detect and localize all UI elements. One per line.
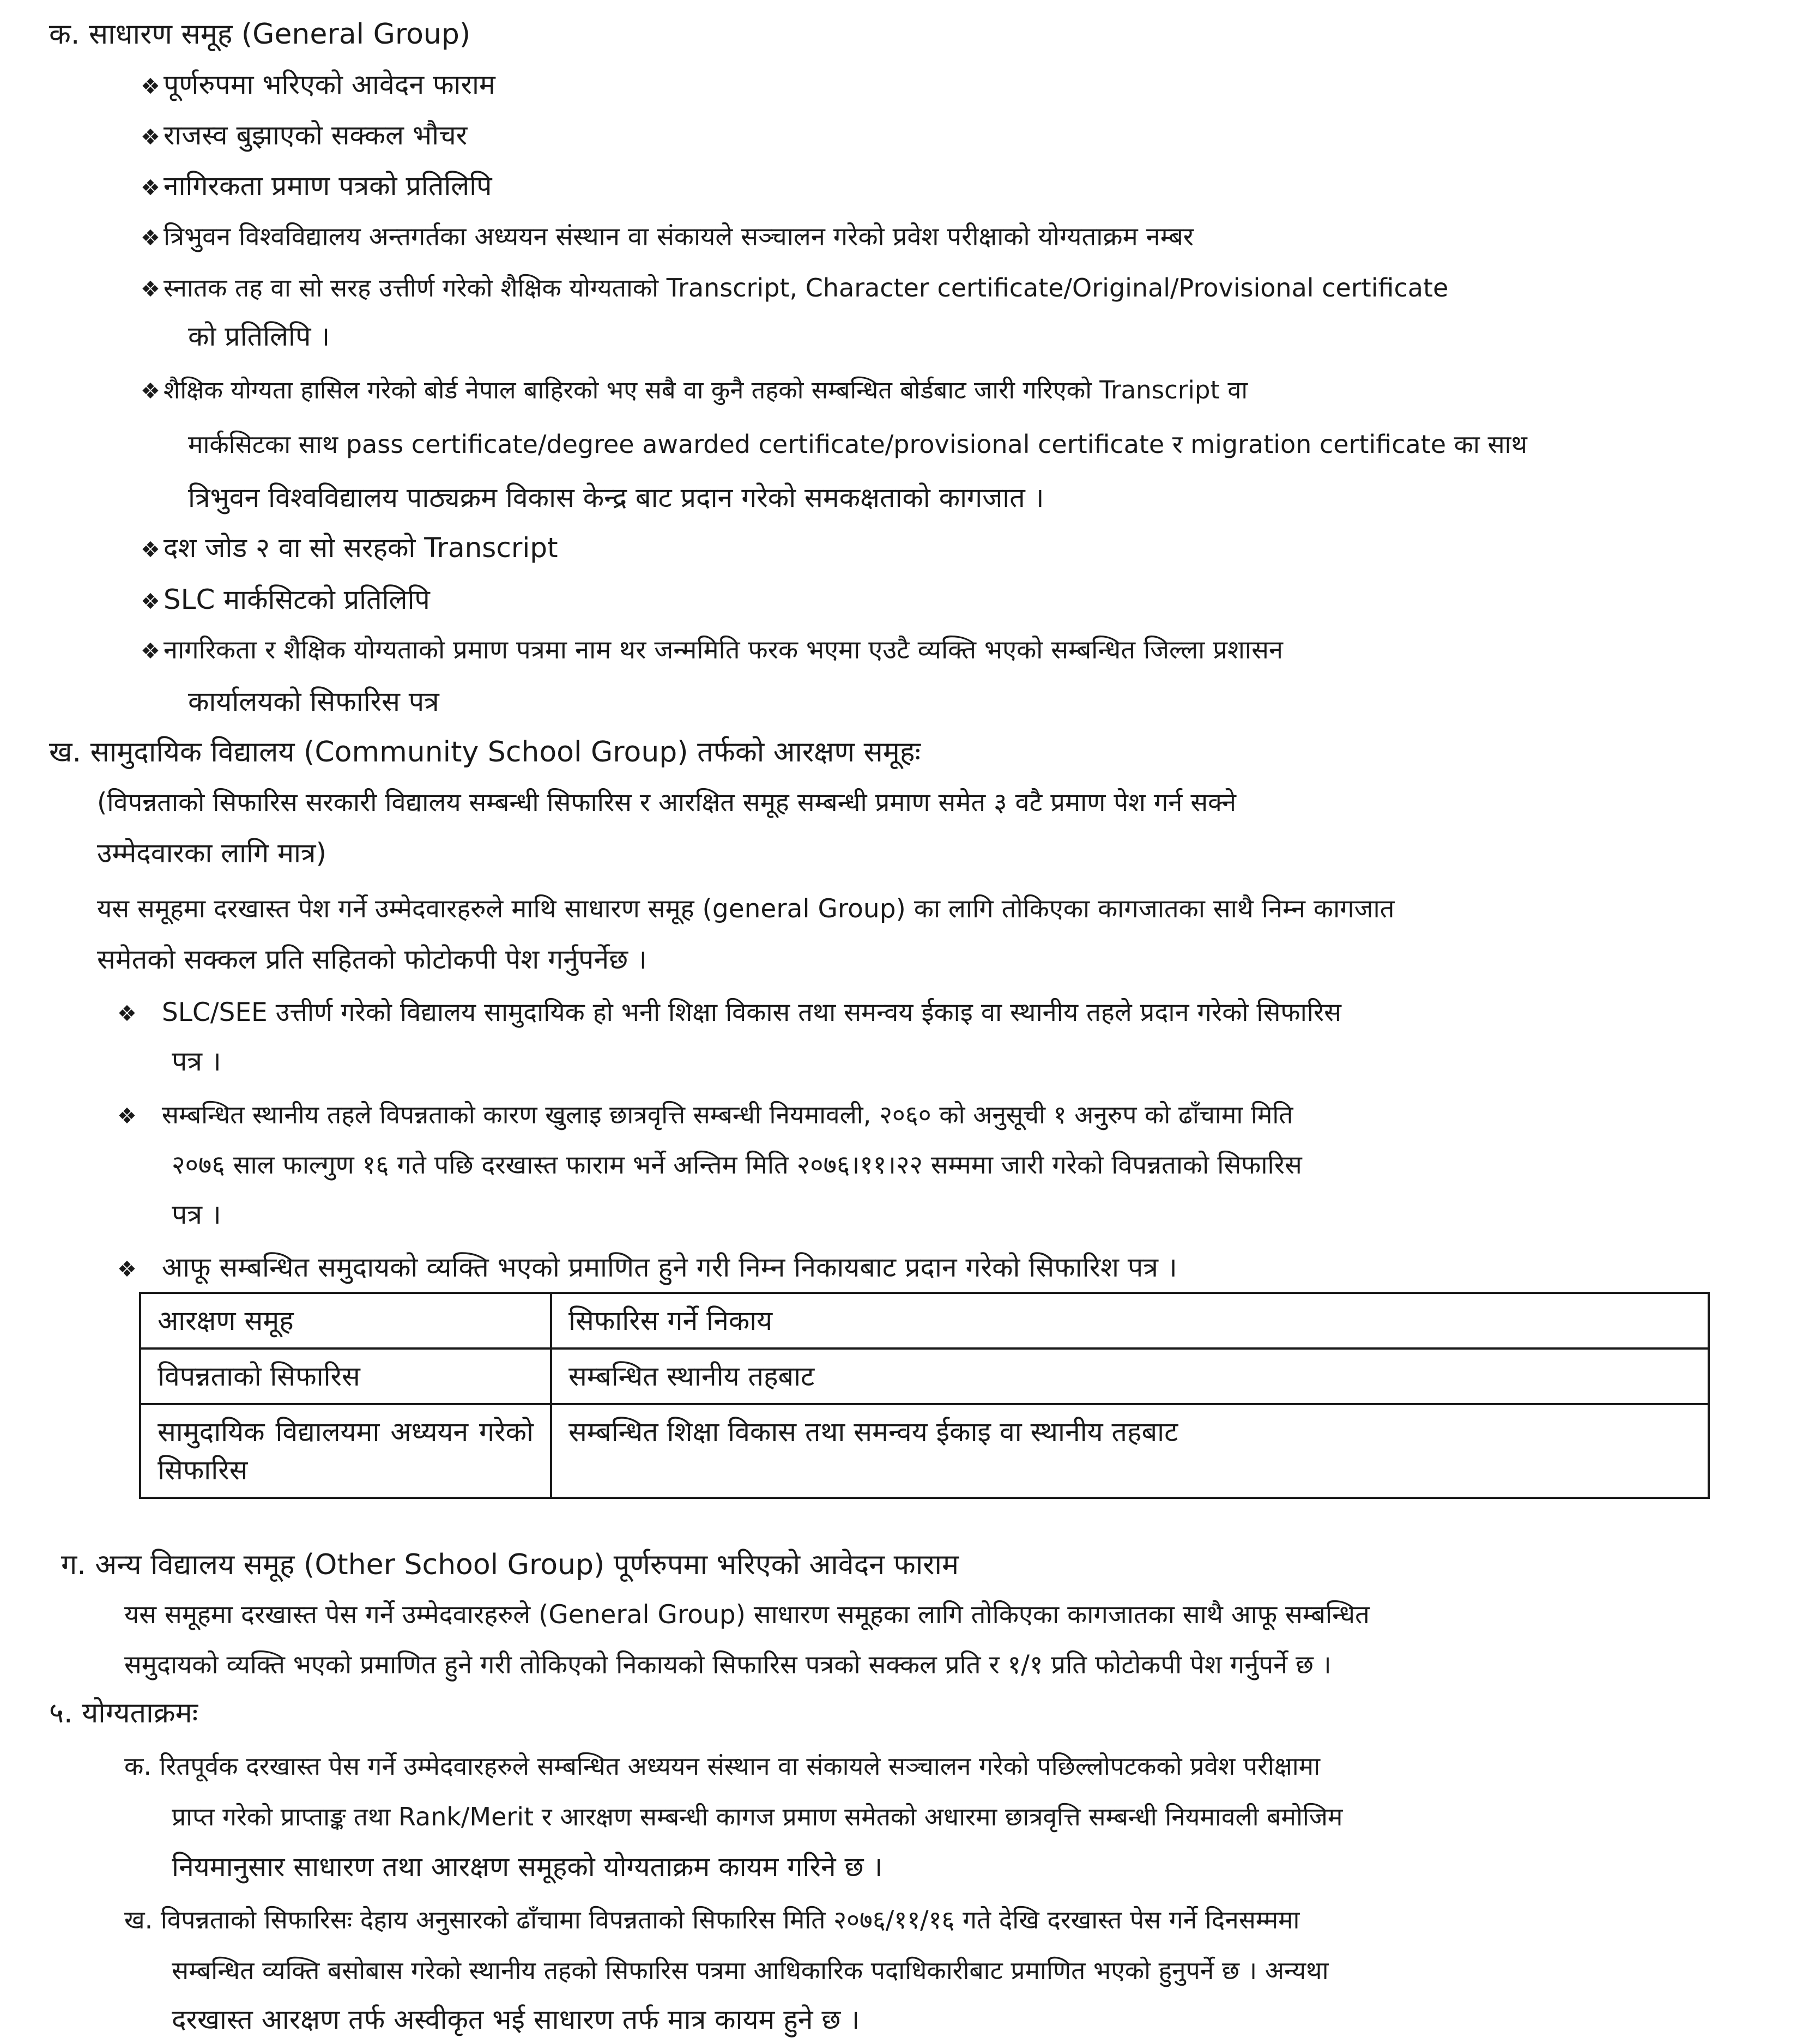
- list-item: [141, 631, 1283, 670]
- bullet-icon: ❖: [141, 74, 160, 99]
- list-item: [117, 1096, 1293, 1135]
- section-5-item-kha-cont: सम्बन्धित व्यक्ति बसोबास गरेको स्थानीय तहको सिफारिस पत्रमा आधिकारिक पदाधिकारीबाट प्रमाणित भएको हुनुपर्ने छ । अन्यथा: [172, 1956, 1329, 1985]
- list-item-text: राजस्व बुझाएको सक्कल भौचर: [163, 119, 468, 151]
- list-item-text: नागिरकता प्रमाण पत्रको प्रतिलिपि: [163, 170, 492, 202]
- bullet-icon: ❖: [141, 589, 160, 614]
- list-item: [141, 529, 558, 569]
- table-row: [140, 1348, 1709, 1404]
- section-ga-paragraph: यस समूहमा दरखास्त पेस गर्ने उम्मेदवारहरुले (General Group) साधारण समूहका लागि तोकिएका कागजातका साथै आफू सम्बन्धित: [124, 1600, 1370, 1630]
- table-cell: सम्बन्धित शिक्षा विकास तथा समन्वय ईकाइ वा स्थानीय तहबाट: [551, 1404, 1709, 1498]
- list-item-continuation: त्रिभुवन विश्वविद्यालय पाठ्यक्रम विकास केन्द्र बाट प्रदान गरेको समकक्षताको कागजात ।: [188, 482, 1044, 513]
- list-item-text: त्रिभुवन विश्वविद्यालय अन्तगर्तका अध्ययन संस्थान वा संकायले सञ्चालन गरेको प्रवेश परीक्षाको योग्यताक्रम नम्बर: [163, 222, 1194, 252]
- table-header-cell: सिफारिस गर्ने निकाय: [551, 1293, 1709, 1348]
- list-item-text: पूर्णरुपमा भरिएको आवेदन फाराम: [163, 69, 495, 100]
- list-item-continuation: पत्र ।: [172, 1199, 221, 1230]
- bullet-icon: ❖: [141, 537, 160, 563]
- bullet-icon: ❖: [141, 379, 160, 404]
- section-5-heading: ५. योग्यताक्रमः: [49, 1697, 198, 1729]
- list-item-text: सम्बन्धित स्थानीय तहले विपन्नताको कारण खुलाइ छात्रवृत्ति सम्बन्धी नियमावली, २०६० को अनुसूची १ अनुरुप को ढाँचामा मिति: [161, 1100, 1293, 1129]
- section-5-item-kha: ख. विपन्नताको सिफारिसः देहाय अनुसारको ढाँचामा विपन्नताको सिफारिस मिति २०७६/११/१६ गते देखि दरखास्त पेस गर्ने दिनसम्ममा: [124, 1905, 1300, 1934]
- section-ga-paragraph: समुदायको व्यक्ति भएको प्रमाणित हुने गरी तोकिएको निकायको सिफारिस पत्रको सक्कल प्रति र १/१ प्रति फोटोकपी पेश गर्नुपर्ने छ ।: [124, 1650, 1332, 1680]
- bullet-icon: ❖: [117, 1001, 137, 1026]
- bullet-icon: ❖: [141, 277, 160, 302]
- list-item: [141, 371, 1248, 410]
- list-item-text: नागरिकता र शैक्षिक योग्यताको प्रमाण पत्रमा नाम थर जन्ममिति फरक भएमा एउटै व्यक्ति भएको सम्बन्धित जिल्ला प्रशासन: [163, 635, 1283, 665]
- list-item: [141, 167, 492, 207]
- section-ga-heading: ग. अन्य विद्यालय समूह (Other School Group) पूर्णरुपमा भरिएको आवेदन फाराम: [61, 1549, 959, 1581]
- section-5-item-ka-cont: प्राप्त गरेको प्राप्ताङ्क तथा Rank/Merit र आरक्षण सम्बन्धी कागज प्रमाण समेतको अधारमा छात्रवृत्ति सम्बन्धी नियमावली बमोजिम: [172, 1802, 1343, 1831]
- list-item-text: स्नातक तह वा सो सरह उत्तीर्ण गरेको शैक्षिक योग्यताको Transcript, Character certificate/Original/Provisional certificate: [163, 273, 1449, 303]
- list-item-continuation: मार्कसिटका साथ pass certificate/degree awarded certificate/provisional certificate र migration certificate का साथ: [188, 430, 1527, 459]
- list-item-continuation: को प्रतिलिपि ।: [188, 320, 330, 352]
- section-5-item-ka-cont: नियमानुसार साधारण तथा आरक्षण समूहको योग्यताक्रम कायम गरिने छ ।: [172, 1851, 883, 1883]
- section-kha-note: उम्मेदवारका लागि मात्र): [97, 837, 327, 869]
- bullet-icon: ❖: [141, 125, 160, 150]
- section-kha-paragraph: समेतको सक्कल प्रति सहितको फोटोकपी पेश गर्नुपर्नेछ ।: [97, 944, 648, 975]
- bullet-icon: ❖: [141, 176, 160, 201]
- list-item-text: आफू सम्बन्धित समुदायको व्यक्ति भएको प्रमाणित हुने गरी निम्न निकायबाट प्रदान गरेको सिफारिश पत्र ।: [161, 1251, 1177, 1283]
- table-cell: सामुदायिक विद्यालयमा अध्ययन गरेको सिफारिस: [140, 1404, 551, 1498]
- list-item: [141, 218, 1194, 257]
- list-item: [141, 269, 1448, 309]
- table-cell: सम्बन्धित स्थानीय तहबाट: [551, 1348, 1709, 1404]
- section-kha-note: (विपन्नताको सिफारिस सरकारी विद्यालय सम्बन्धी सिफारिस र आरक्षित समूह सम्बन्धी प्रमाण समेत ३ वटै प्रमाण पेश गर्न सक्ने: [97, 788, 1236, 818]
- list-item-text: SLC मार्कसिटको प्रतिलिपि: [163, 584, 430, 615]
- section-5-item-kha-cont: दरखास्त आरक्षण तर्फ अस्वीकृत भई साधारण तर्फ मात्र कायम हुने छ ।: [172, 2004, 860, 2035]
- table-row: [140, 1404, 1709, 1498]
- section-kha-paragraph: यस समूहमा दरखास्त पेश गर्ने उम्मेदवारहरुले माथि साधारण समूह (general Group) का लागि तोकिएका कागजातका साथै निम्न कागजात: [97, 894, 1395, 924]
- list-item: [141, 580, 430, 621]
- list-item: [141, 116, 467, 156]
- section-kha-heading: ख. सामुदायिक विद्यालय (Community School Group) तर्फको आरक्षण समूहः: [49, 736, 921, 769]
- table-cell: विपन्नताको सिफारिस: [140, 1348, 551, 1404]
- bullet-icon: ❖: [117, 1104, 137, 1129]
- list-item-continuation: कार्यालयको सिफारिस पत्र: [188, 686, 439, 717]
- list-item-text: दश जोड २ वा सो सरहको Transcript: [163, 532, 558, 564]
- list-item-continuation: २०७६ साल फाल्गुण १६ गते पछि दरखास्त फाराम भर्ने अन्तिम मिति २०७६।११।२२ सम्ममा जारी गरेको विपन्नताको सिफारिस: [172, 1150, 1302, 1180]
- bullet-icon: ❖: [117, 1257, 137, 1282]
- bullet-icon: ❖: [141, 639, 160, 664]
- list-item-text: SLC/SEE उत्तीर्ण गरेको विद्यालय सामुदायिक हो भनी शिक्षा विकास तथा समन्वय ईकाइ वा स्थानीय तहले प्रदान गरेको सिफारिस: [161, 997, 1341, 1027]
- list-item: [117, 994, 1341, 1033]
- list-item: [117, 1248, 1177, 1289]
- list-item: [141, 65, 495, 106]
- section-ka-heading: क. साधारण समूह (General Group): [49, 18, 471, 51]
- bullet-icon: ❖: [141, 226, 160, 251]
- section-5-item-ka: क. रितपूर्वक दरखास्त पेस गर्ने उम्मेदवारहरुले सम्बन्धित अध्ययन संस्थान वा संकायले सञ्चालन गरेको पछिल्लोपटकको प्रवेश परीक्षामा: [124, 1751, 1321, 1781]
- list-item-continuation: पत्र ।: [172, 1045, 221, 1077]
- list-item-text: शैक्षिक योग्यता हासिल गरेको बोर्ड नेपाल बाहिरको भए सबै वा कुनै तहको सम्बन्धित बोर्डबाट जारी गरिएको Transcript वा: [163, 376, 1248, 404]
- table-header-row: [140, 1293, 1709, 1348]
- reservation-table: [139, 1292, 1710, 1499]
- table-header-cell: आरक्षण समूह: [140, 1293, 551, 1348]
